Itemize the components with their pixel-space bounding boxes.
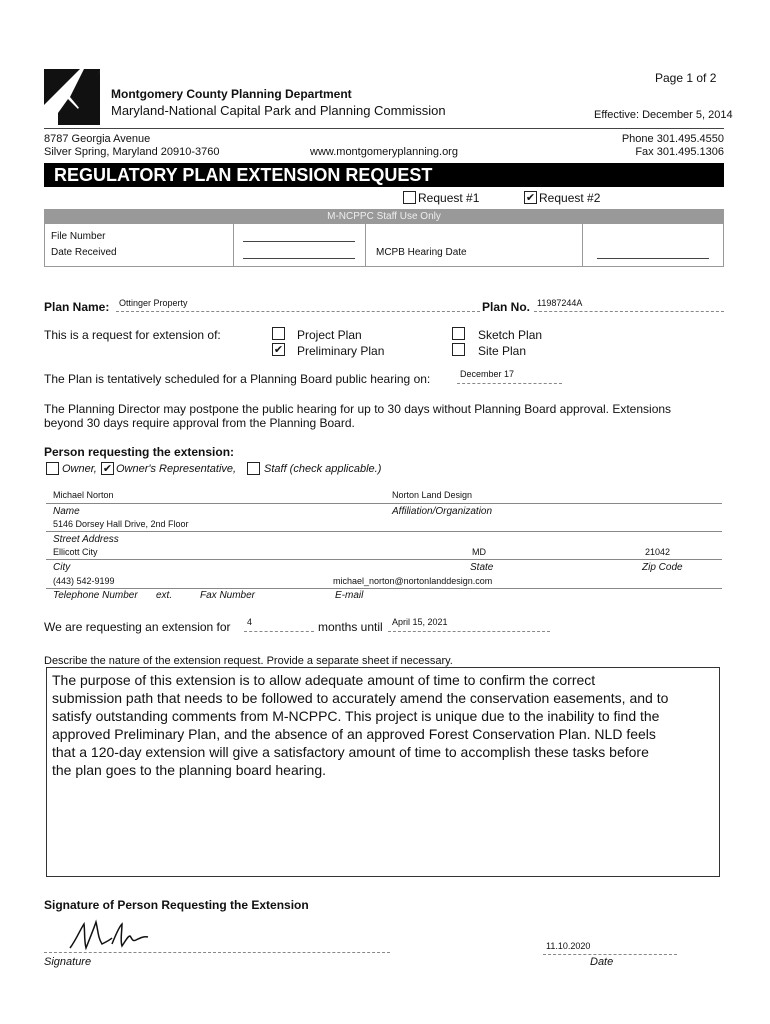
file-number-field[interactable]: [243, 241, 355, 242]
state-value[interactable]: MD: [472, 547, 486, 557]
date-label: Date: [590, 956, 614, 968]
request-1-checkbox[interactable]: [403, 191, 416, 204]
extension-prefix: We are requesting an extension for: [44, 620, 231, 634]
plan-no-label: Plan No.: [482, 300, 531, 314]
owner-label: Owner,: [62, 463, 97, 475]
org-value[interactable]: Norton Land Design: [392, 490, 473, 500]
street-label: Street Address: [53, 534, 119, 545]
signature-heading: Signature of Person Requesting the Extension: [44, 898, 309, 912]
header-divider: [44, 128, 724, 129]
extension-of-label: This is a request for extension of:: [44, 328, 221, 342]
name-value[interactable]: Michael Norton: [53, 490, 114, 500]
zip-value[interactable]: 21042: [645, 547, 671, 557]
staff-use-header: M-NCPPC Staff Use Only: [45, 210, 723, 224]
date-received-label: Date Received: [51, 247, 117, 258]
address-line-2: Silver Spring, Maryland 20910-3760: [44, 146, 220, 158]
sketch-plan-checkbox[interactable]: [452, 327, 465, 340]
mncppc-logo: [44, 69, 100, 125]
staff-label: Staff (check applicable.): [264, 463, 382, 475]
description-line: the plan goes to the planning board hearing.: [52, 762, 326, 778]
description-line: The purpose of this extension is to allow adequate amount of time to confirm the correct: [52, 672, 596, 688]
signature-line: [44, 952, 390, 953]
owner-checkbox[interactable]: [46, 462, 59, 475]
owner-rep-label: Owner's Representative,: [116, 463, 237, 475]
commission-name: Maryland-National Capital Park and Planning Commission: [111, 103, 446, 118]
person-heading: Person requesting the extension:: [44, 445, 235, 459]
until-date-value[interactable]: April 15, 2021: [392, 617, 448, 627]
effective-date: Effective: December 5, 2014: [594, 109, 733, 121]
hearing-date-value[interactable]: December 17: [460, 369, 515, 379]
postpone-note-1: The Planning Director may postpone the public hearing for up to 30 days without Planning Board approval. Extensions: [44, 402, 672, 416]
page-number: Page 1 of 2: [655, 71, 717, 85]
address-line-1: 8787 Georgia Avenue: [44, 133, 151, 145]
city-value[interactable]: Ellicott City: [53, 547, 98, 557]
site-plan-checkbox[interactable]: [452, 343, 465, 356]
ext-label: ext.: [156, 590, 173, 601]
file-number-label: File Number: [51, 231, 106, 242]
zip-label: Zip Code: [642, 562, 683, 573]
staff-checkbox[interactable]: [247, 462, 260, 475]
hearing-label: The Plan is tentatively scheduled for a Planning Board public hearing on:: [44, 372, 431, 386]
street-value[interactable]: 5146 Dorsey Hall Drive, 2nd Floor: [53, 519, 189, 529]
handwritten-signature[interactable]: [66, 918, 156, 952]
org-label: Affiliation/Organization: [392, 506, 493, 517]
preliminary-plan-label: Preliminary Plan: [297, 344, 385, 358]
owner-rep-checkbox[interactable]: ✔: [102, 463, 113, 475]
plan-name-label: Plan Name:: [44, 300, 110, 314]
name-label: Name: [53, 506, 80, 517]
mcpb-hearing-field[interactable]: [597, 258, 709, 259]
date-value[interactable]: 11.10.2020: [546, 941, 591, 951]
description-line: that a 120-day extension will give a satisfactory amount of time to accomplish these tasks before: [52, 744, 649, 760]
fax: Fax 301.495.1306: [635, 146, 724, 158]
phone-value[interactable]: (443) 542-9199: [53, 576, 115, 586]
request-1-label: Request #1: [418, 191, 480, 205]
city-label: City: [53, 562, 71, 573]
plan-name-value[interactable]: Ottinger Property: [119, 298, 188, 308]
postpone-note-2: beyond 30 days require approval from the Planning Board.: [44, 416, 355, 430]
state-label: State: [470, 562, 494, 573]
mcpb-hearing-label: MCPB Hearing Date: [376, 247, 467, 258]
description-line: approved Preliminary Plan, and the absence of an approved Forest Conservation Plan. NLD feels: [52, 726, 656, 742]
email-value[interactable]: michael_norton@nortonlanddesign.com: [333, 576, 493, 586]
sketch-plan-label: Sketch Plan: [478, 328, 543, 342]
preliminary-plan-checkbox[interactable]: ✔: [273, 344, 284, 356]
description-text: [52, 671, 668, 779]
site-plan-label: Site Plan: [478, 344, 527, 358]
signature-label: Signature: [44, 956, 92, 968]
plan-no-value[interactable]: 11987244A: [537, 298, 583, 308]
website: www.montgomeryplanning.org: [310, 146, 458, 158]
description-line: submission path that needs to be followed to accurately amend the conservation easements, and to: [52, 690, 669, 706]
dept-name: Montgomery County Planning Department: [111, 87, 352, 101]
describe-label: Describe the nature of the extension request. Provide a separate sheet if necessary.: [44, 655, 453, 667]
email-label: E-mail: [335, 590, 364, 601]
project-plan-checkbox[interactable]: [272, 327, 285, 340]
phone: Phone 301.495.4550: [621, 133, 724, 145]
fax-label: Fax Number: [200, 590, 256, 601]
request-2-checkbox[interactable]: ✔: [525, 192, 536, 204]
form-title: REGULATORY PLAN EXTENSION REQUEST: [44, 163, 724, 187]
months-label: months until: [318, 620, 383, 634]
date-received-field[interactable]: [243, 258, 355, 259]
months-value[interactable]: 4: [247, 617, 253, 627]
request-2-label: Request #2: [539, 191, 601, 205]
project-plan-label: Project Plan: [297, 328, 362, 342]
description-line: satisfy outstanding comments from M-NCPPC. This project is unique due to the inability to find the: [52, 708, 660, 724]
telephone-label: Telephone Number: [53, 590, 138, 601]
